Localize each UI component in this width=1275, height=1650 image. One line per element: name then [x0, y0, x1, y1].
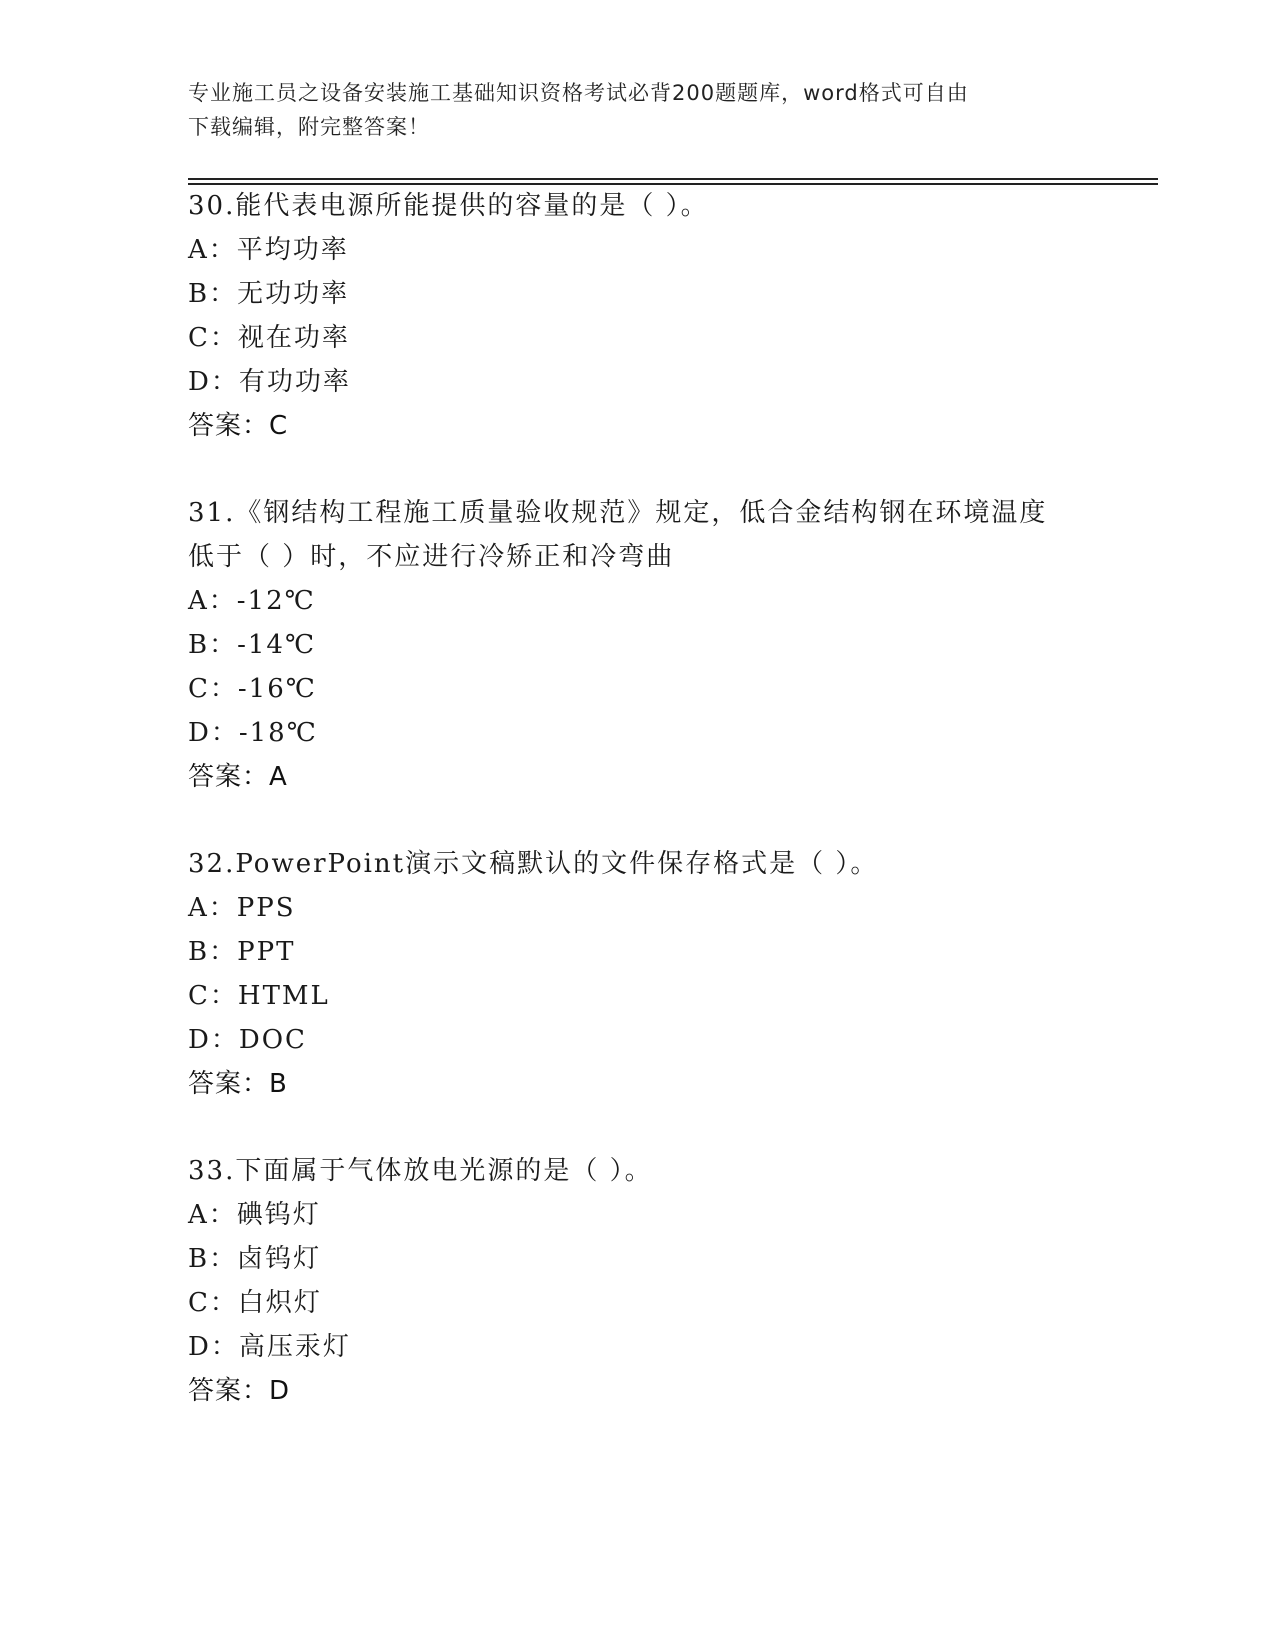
- question-31-option-c: C：-16℃: [188, 674, 317, 704]
- header-line-1: 专业施工员之设备安装施工基础知识资格考试必背200题题库，word格式可自由: [188, 81, 969, 105]
- question-31-stem-line-2: 低于（ ）时，不应进行冷矫正和冷弯曲: [188, 542, 675, 572]
- question-32-option-c: C：HTML: [188, 981, 330, 1011]
- question-31-option-d: D：-18℃: [188, 718, 318, 748]
- question-32-option-a: A：PPS: [188, 893, 296, 923]
- question-33-option-b: B：卤钨灯: [188, 1244, 322, 1274]
- document-header: [188, 76, 1088, 144]
- question-31-option-b: B：-14℃: [188, 630, 317, 660]
- question-31-option-a: A：-12℃: [188, 586, 316, 616]
- question-33-stem: 33.下面属于气体放电光源的是（ ）。: [188, 1156, 653, 1186]
- question-32-answer: 答案：B: [188, 1069, 288, 1099]
- question-30-stem: 30.能代表电源所能提供的容量的是（ ）。: [188, 191, 709, 221]
- question-30-option-d: D：有功功率: [188, 367, 351, 397]
- question-31-answer: 答案：A: [188, 762, 288, 792]
- question-31-stem-line-1: 31.《钢结构工程施工质量验收规范》规定，低合金结构钢在环境温度: [188, 498, 1048, 528]
- question-33-option-a: A：碘钨灯: [188, 1200, 321, 1230]
- question-30-option-c: C：视在功率: [188, 323, 350, 353]
- header-divider-top: [188, 178, 1158, 180]
- question-32-stem: 32.PowerPoint演示文稿默认的文件保存格式是（ ）。: [188, 849, 879, 879]
- question-30-answer: 答案：C: [188, 411, 289, 441]
- question-33-option-c: C：白炽灯: [188, 1288, 322, 1318]
- header-line-2: 下载编辑，附完整答案！: [188, 115, 430, 139]
- question-33-answer: 答案：D: [188, 1376, 291, 1406]
- question-30-option-a: A：平均功率: [188, 235, 349, 265]
- question-33-option-d: D：高压汞灯: [188, 1332, 351, 1362]
- question-32-option-b: B：PPT: [188, 937, 296, 967]
- question-32-option-d: D：DOC: [188, 1025, 307, 1055]
- question-30-option-b: B：无功功率: [188, 279, 350, 309]
- header-divider-bottom: [188, 183, 1158, 185]
